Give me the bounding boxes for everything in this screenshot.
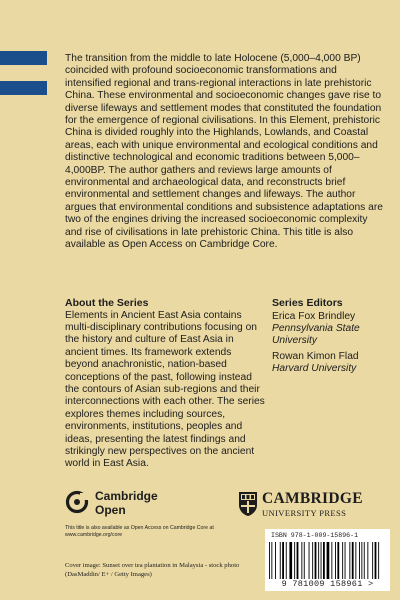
barcode-bar: [327, 542, 330, 579]
barcode-bar: [304, 542, 305, 579]
barcode-bar: [321, 542, 322, 579]
barcode-bar: [289, 542, 292, 579]
cambridge-open-logo: [65, 488, 205, 528]
barcode-bar: [337, 542, 339, 579]
barcode-bar: [349, 542, 350, 579]
series-editors-heading: Series Editors: [272, 297, 343, 309]
isbn-label: ISBN 978-1-009-15896-1: [271, 532, 359, 539]
barcode-bar: [269, 542, 270, 579]
barcode-bar: [286, 542, 287, 579]
editor-name: Rowan Kimon Flad: [272, 350, 359, 362]
barcode-bar: [359, 542, 360, 579]
barcode-bar: [352, 542, 354, 579]
barcode-bar: [315, 542, 317, 579]
publisher-subtitle: UNIVERSITY PRESS: [262, 508, 347, 518]
accent-stripe-top: [0, 51, 47, 65]
cambridge-open-word2: Open: [95, 503, 126, 517]
series-editor: [272, 311, 397, 348]
open-access-note: This title is also available as Open Access on Cambridge Core at www.cambridge.org/core: [65, 525, 214, 538]
about-series-text: Elements in Ancient East Asia contains multi-disciplinary contributions focusing on the history and culture of East Asia in ancient times. Its framework extends beyond anachronistic, nation-based conceptions of the past, following instead the contours of Asian sub-regions and their interconnections with each other. The series explores themes including sources, environments, institutions, peoples and ideas, presenting the latest findings and strikingly new perspectives on the ancient world in East Asia.: [65, 309, 265, 470]
barcode-bar: [375, 542, 377, 579]
barcode-image: [269, 542, 386, 579]
barcode-bar: [342, 542, 343, 579]
barcode-bar: [361, 542, 362, 579]
cambridge-open-word1: Cambridge: [95, 489, 158, 503]
barcode-bar: [280, 542, 281, 579]
barcode-digits: 9 781009 158961 >: [281, 579, 374, 589]
barcode-bar: [282, 542, 284, 579]
shield-icon: [238, 491, 258, 517]
barcode-bar: [367, 542, 368, 579]
cover-image-credit: Cover image: Sunset over tea plantation in Malaysia - stock photo (DasMaddin/ E+ / Getty Images): [65, 562, 240, 578]
cambridge-university-press-logo: [238, 491, 398, 521]
about-series-heading: About the Series: [65, 297, 149, 309]
open-access-icon: [65, 490, 89, 514]
book-blurb: The transition from the middle to late Holocene (5,000–4,000 BP) coincided with profound socioeconomic transformations and intensified regional and trans-regional interactions in late prehistoric China. These environmental and socioeconomic changes gave rise to diverse lifeways and settlement modes that constituted the foundation for the emergence of regional civilisations. In this Element, prehistoric China is divided roughly into the Highlands, Lowlands, and Coastal areas, each with unique environmental and ecological conditions and distinctive technological and economic traditions between 5,000–4,000BP. The author gathers and reviews large amounts of environmental and archaeological data, and reconstructs brief environmental and settlement changes and lifeways. The author argues that environmental conditions and subsistence adaptations are two of the engines driving the increased socioeconomic complexity and rise of civilisations in late prehistoric China. This title is also available as Open Access on Cambridge Core.: [65, 53, 383, 251]
barcode-bar: [275, 542, 276, 579]
barcode-bar: [345, 542, 346, 579]
editor-name: Erica Fox Brindley: [272, 310, 356, 322]
series-editors-section: [272, 297, 397, 376]
editor-affiliation: Pennsylvania State University: [272, 322, 360, 347]
barcode-bar: [355, 542, 356, 579]
barcode-bar: [294, 542, 295, 579]
accent-stripe-bottom: [0, 81, 47, 95]
series-editor: [272, 351, 397, 376]
barcode-bar: [271, 542, 272, 579]
isbn-barcode-box: [265, 529, 390, 591]
barcode-bar: [297, 542, 299, 579]
publisher-name: CAMBRIDGE: [262, 490, 363, 507]
editor-affiliation: Harvard University: [272, 363, 357, 375]
barcode-bar: [378, 542, 379, 579]
barcode-bar: [318, 542, 319, 579]
barcode-bar: [331, 542, 332, 579]
barcode-bar: [335, 542, 336, 579]
barcode-bar: [312, 542, 313, 579]
barcode-bar: [301, 542, 302, 579]
barcode-bar: [323, 542, 325, 579]
barcode-bar: [364, 542, 365, 579]
about-series-section: [65, 297, 265, 471]
barcode-bar: [309, 542, 310, 579]
barcode-bar: [372, 542, 373, 579]
